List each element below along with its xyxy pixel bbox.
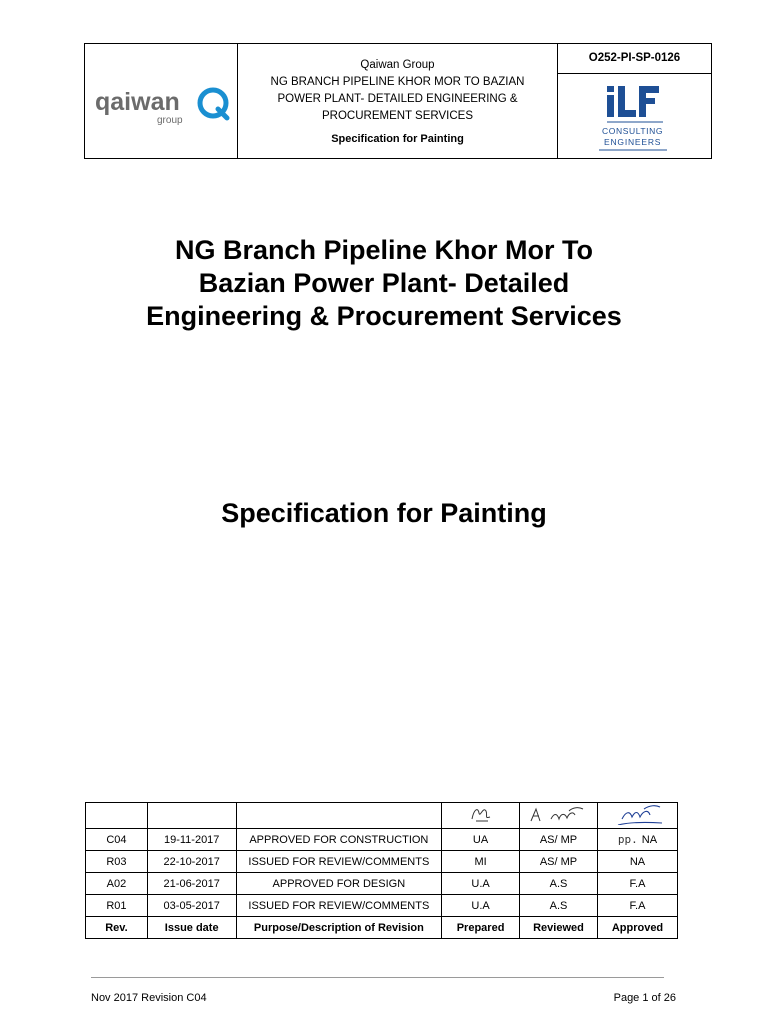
- reviewed-cell: A.S: [520, 873, 598, 895]
- header-right-column: [558, 44, 711, 158]
- reviewed-cell: AS/ MP: [520, 829, 598, 851]
- approved-cell: F.A: [597, 873, 677, 895]
- reviewed-cell: A.S: [520, 895, 598, 917]
- header-approved: Approved: [597, 917, 677, 939]
- reviewed-signature-cell: [520, 803, 598, 829]
- prepared-cell: U.A: [442, 873, 520, 895]
- rev-cell: R03: [86, 851, 148, 873]
- approved-cell: F.A: [597, 895, 677, 917]
- approved-signature-cell: [597, 803, 677, 829]
- signature-row: [86, 803, 678, 829]
- date-cell: 03-05-2017: [147, 895, 236, 917]
- rev-cell: C04: [86, 829, 148, 851]
- header-rev: Rev.: [86, 917, 148, 939]
- footer-revision: Nov 2017 Revision C04: [91, 992, 207, 1004]
- qaiwan-group-logo: [95, 82, 230, 130]
- header-reviewed: Reviewed: [520, 917, 598, 939]
- footer-page-number: Page 1 of 26: [613, 992, 676, 1004]
- prepared-signature-cell: [442, 803, 520, 829]
- company-name: Qaiwan Group: [360, 59, 435, 71]
- prepared-cell: MI: [442, 851, 520, 873]
- title-line-2: Bazian Power Plant- Detailed: [198, 268, 570, 298]
- footer-divider: [91, 977, 664, 978]
- document-subtitle: Specification for Painting: [221, 498, 547, 528]
- header-project-info: [238, 44, 558, 158]
- svg-text:qaiwan: qaiwan: [95, 88, 180, 116]
- purpose-cell: APPROVED FOR DESIGN: [236, 873, 442, 895]
- reviewed-cell: AS/ MP: [520, 851, 598, 873]
- title-line-3: Engineering & Procurement Services: [146, 301, 622, 331]
- header-issue-date: Issue date: [147, 917, 236, 939]
- prepared-cell: U.A: [442, 895, 520, 917]
- svg-text:ENGINEERS: ENGINEERS: [604, 137, 662, 147]
- revision-row: [86, 851, 678, 873]
- approved-value: NA: [641, 834, 658, 846]
- date-cell: 19-11-2017: [147, 829, 236, 851]
- project-line-1: NG BRANCH PIPELINE KHOR MOR TO BAZIAN: [270, 76, 525, 88]
- approved-cell: NA: [597, 851, 677, 873]
- project-line-2: POWER PLANT- DETAILED ENGINEERING &: [277, 93, 518, 105]
- approved-cell: [597, 829, 677, 851]
- revision-row: [86, 829, 678, 851]
- prepared-signature: [466, 803, 496, 825]
- signature-cell: [147, 803, 236, 829]
- rev-cell: A02: [86, 873, 148, 895]
- title-line-1: NG Branch Pipeline Khor Mor To: [174, 235, 594, 265]
- document-number: O252-PI-SP-0126: [558, 44, 711, 74]
- svg-text:CONSULTING: CONSULTING: [602, 126, 664, 136]
- purpose-cell: APPROVED FOR CONSTRUCTION: [236, 829, 442, 851]
- date-cell: 22-10-2017: [147, 851, 236, 873]
- purpose-cell: ISSUED FOR REVIEW/COMMENTS: [236, 895, 442, 917]
- revision-row: [86, 873, 678, 895]
- document-header: [84, 43, 712, 159]
- signature-cell: [86, 803, 148, 829]
- revision-table: [85, 802, 678, 939]
- reviewed-signature: [521, 803, 595, 825]
- purpose-cell: ISSUED FOR REVIEW/COMMENTS: [236, 851, 442, 873]
- header-prepared: Prepared: [442, 917, 520, 939]
- rev-cell: R01: [86, 895, 148, 917]
- pp-mark: pp.: [617, 833, 638, 846]
- date-cell: 21-06-2017: [147, 873, 236, 895]
- svg-text:group: group: [157, 115, 183, 126]
- prepared-cell: UA: [442, 829, 520, 851]
- ilf-logo-cell: [558, 74, 711, 158]
- signature-cell: [236, 803, 442, 829]
- qaiwan-logo-cell: [85, 44, 238, 158]
- document-title: [84, 234, 684, 333]
- header-purpose: Purpose/Description of Revision: [236, 917, 442, 939]
- project-line-3: PROCUREMENT SERVICES: [321, 110, 474, 122]
- approved-signature: [600, 803, 674, 825]
- document-subject: Specification for Painting: [331, 133, 464, 145]
- revision-row: [86, 895, 678, 917]
- revision-table-header: [86, 917, 678, 939]
- ilf-consulting-engineers-logo: [599, 82, 679, 154]
